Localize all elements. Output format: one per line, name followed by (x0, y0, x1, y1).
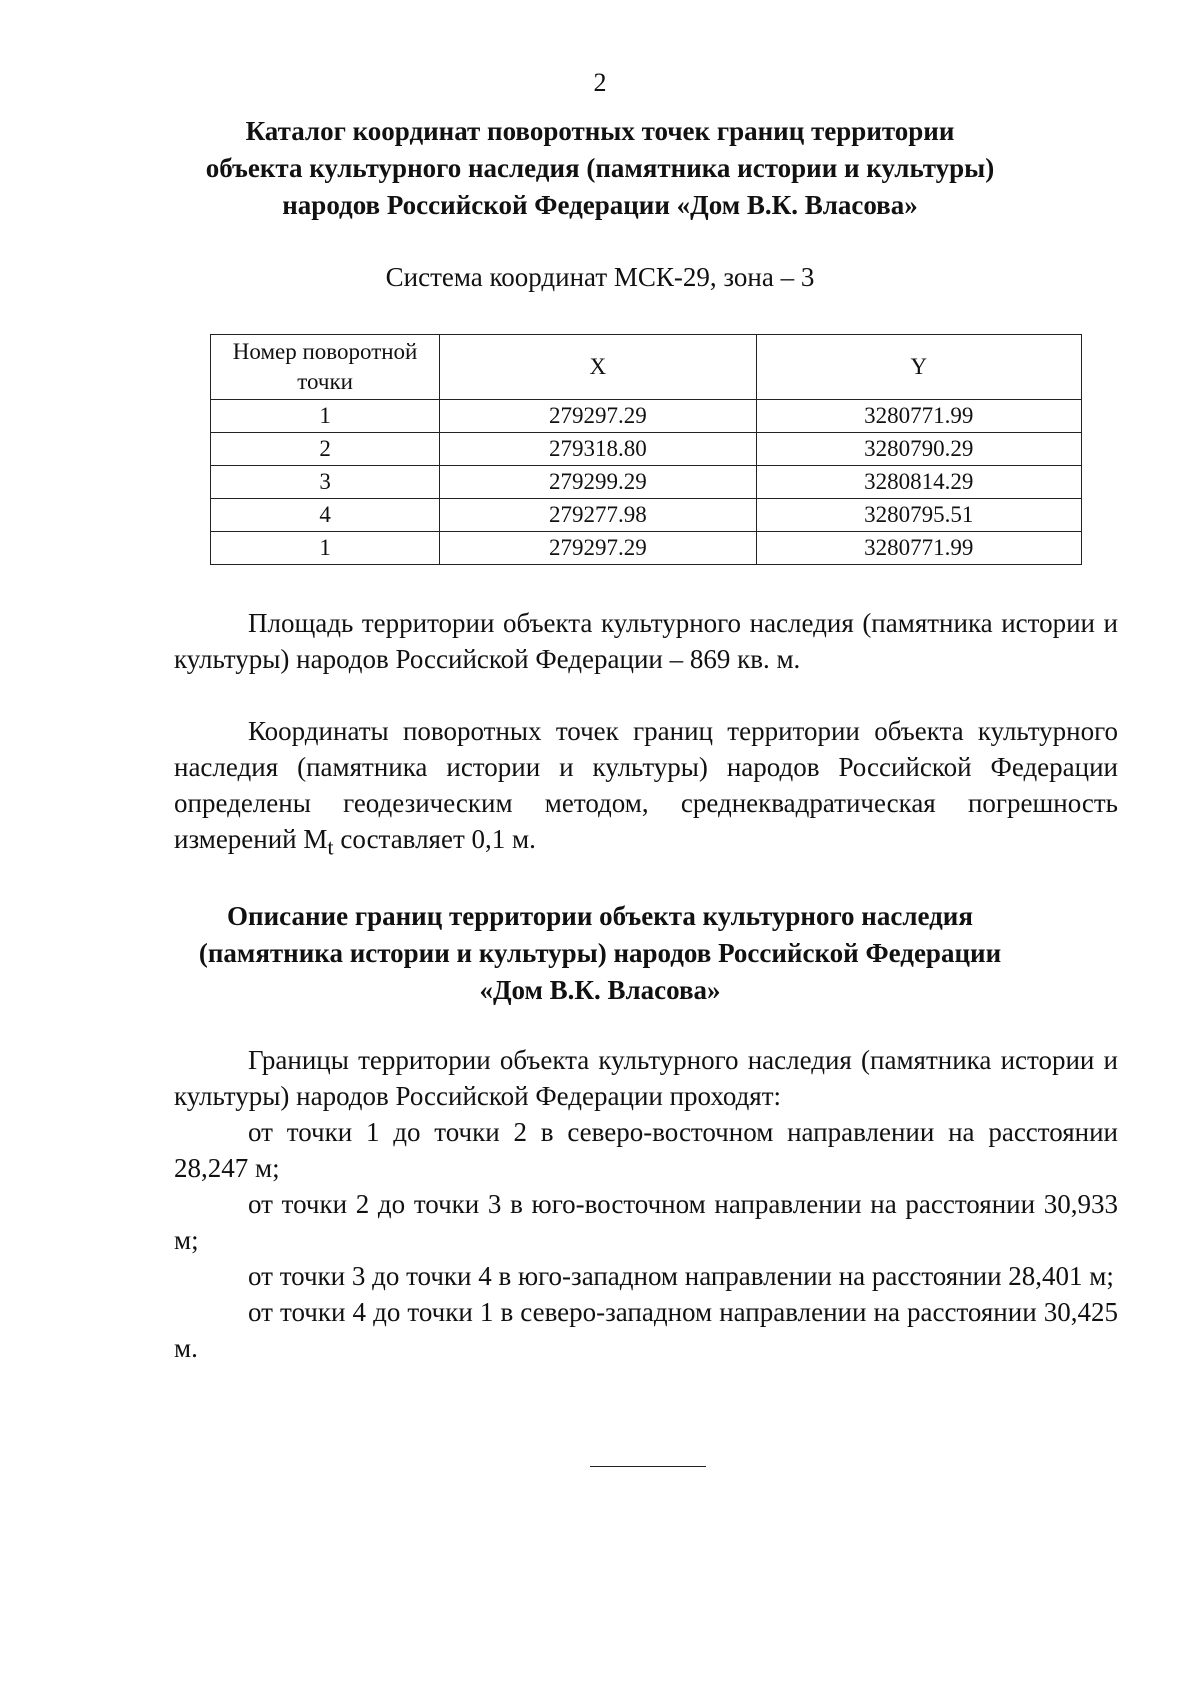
cell-x: 279277.98 (440, 499, 756, 532)
cell-x: 279297.29 (440, 532, 756, 565)
boundary-segment: от точки 4 до точки 1 в северо-западном направлении на расстоянии 30,425 м. (174, 1297, 1118, 1363)
catalog-title-line: объекта культурного наследия (памятника истории и культуры) (205, 153, 995, 183)
description-title (160, 898, 1040, 1009)
cell-y: 3280790.29 (756, 433, 1081, 466)
boundary-segment: от точки 3 до точки 4 в юго-западном направлении на расстоянии 28,401 м; (248, 1261, 1114, 1291)
table-row (211, 499, 1082, 532)
table-row (211, 400, 1082, 433)
header-point-number-line2: точки (297, 369, 353, 394)
description-title-line: (памятника истории и культуры) народов Российской Федерации (198, 938, 1002, 968)
boundaries-intro: Границы территории объекта культурного наследия (памятника истории и культуры) народов Российской Федерации проходят: (174, 1045, 1118, 1111)
page-number: 2 (593, 68, 607, 97)
boundary-segment: от точки 2 до точки 3 в юго-восточном направлении на расстоянии 30,933 м; (174, 1189, 1118, 1255)
coordinates-table (210, 334, 1082, 565)
cell-x: 279318.80 (440, 433, 756, 466)
coordinate-system-label: Система координат МСК-29, зона – 3 (385, 262, 815, 292)
table-row (211, 433, 1082, 466)
cell-y: 3280771.99 (756, 532, 1081, 565)
header-x: X (440, 335, 756, 400)
boundaries-description (174, 1042, 1118, 1366)
cell-y: 3280771.99 (756, 400, 1081, 433)
catalog-title (160, 113, 1040, 224)
cell-point: 3 (211, 466, 440, 499)
cell-y: 3280814.29 (756, 466, 1081, 499)
cell-point: 2 (211, 433, 440, 466)
description-title-line: «Дом В.К. Власова» (479, 975, 721, 1005)
end-of-document-line (590, 1466, 706, 1467)
table-row (211, 466, 1082, 499)
accuracy-text-end: составляет 0,1 м. (333, 824, 536, 854)
table-header-row (211, 335, 1082, 400)
cell-x: 279297.29 (440, 400, 756, 433)
table-row (211, 532, 1082, 565)
cell-point: 4 (211, 499, 440, 532)
accuracy-text: Координаты поворотных точек границ территории объекта культурного наследия (памятника истории и культуры) народов Российской Федерации определены геодезическим методом, среднеквадратическая погрешность измерений M (174, 716, 1118, 854)
header-y: Y (756, 335, 1081, 400)
header-point-number-line1: Номер поворотной (232, 339, 418, 364)
cell-point: 1 (211, 400, 440, 433)
catalog-title-line: Каталог координат поворотных точек границ территории (245, 116, 955, 146)
cell-point: 1 (211, 532, 440, 565)
accuracy-paragraph (174, 713, 1118, 865)
area-paragraph: Площадь территории объекта культурного наследия (памятника истории и культуры) народов Российской Федерации – 869 кв. м. (174, 608, 1118, 674)
accuracy-subscript: t (327, 834, 334, 860)
boundary-segment: от точки 1 до точки 2 в северо-восточном направлении на расстоянии 28,247 м; (174, 1117, 1118, 1183)
header-point-number (211, 335, 440, 400)
cell-x: 279299.29 (440, 466, 756, 499)
description-title-line: Описание границ территории объекта культурного наследия (227, 901, 973, 931)
cell-y: 3280795.51 (756, 499, 1081, 532)
catalog-title-line: народов Российской Федерации «Дом В.К. Власова» (282, 190, 918, 220)
